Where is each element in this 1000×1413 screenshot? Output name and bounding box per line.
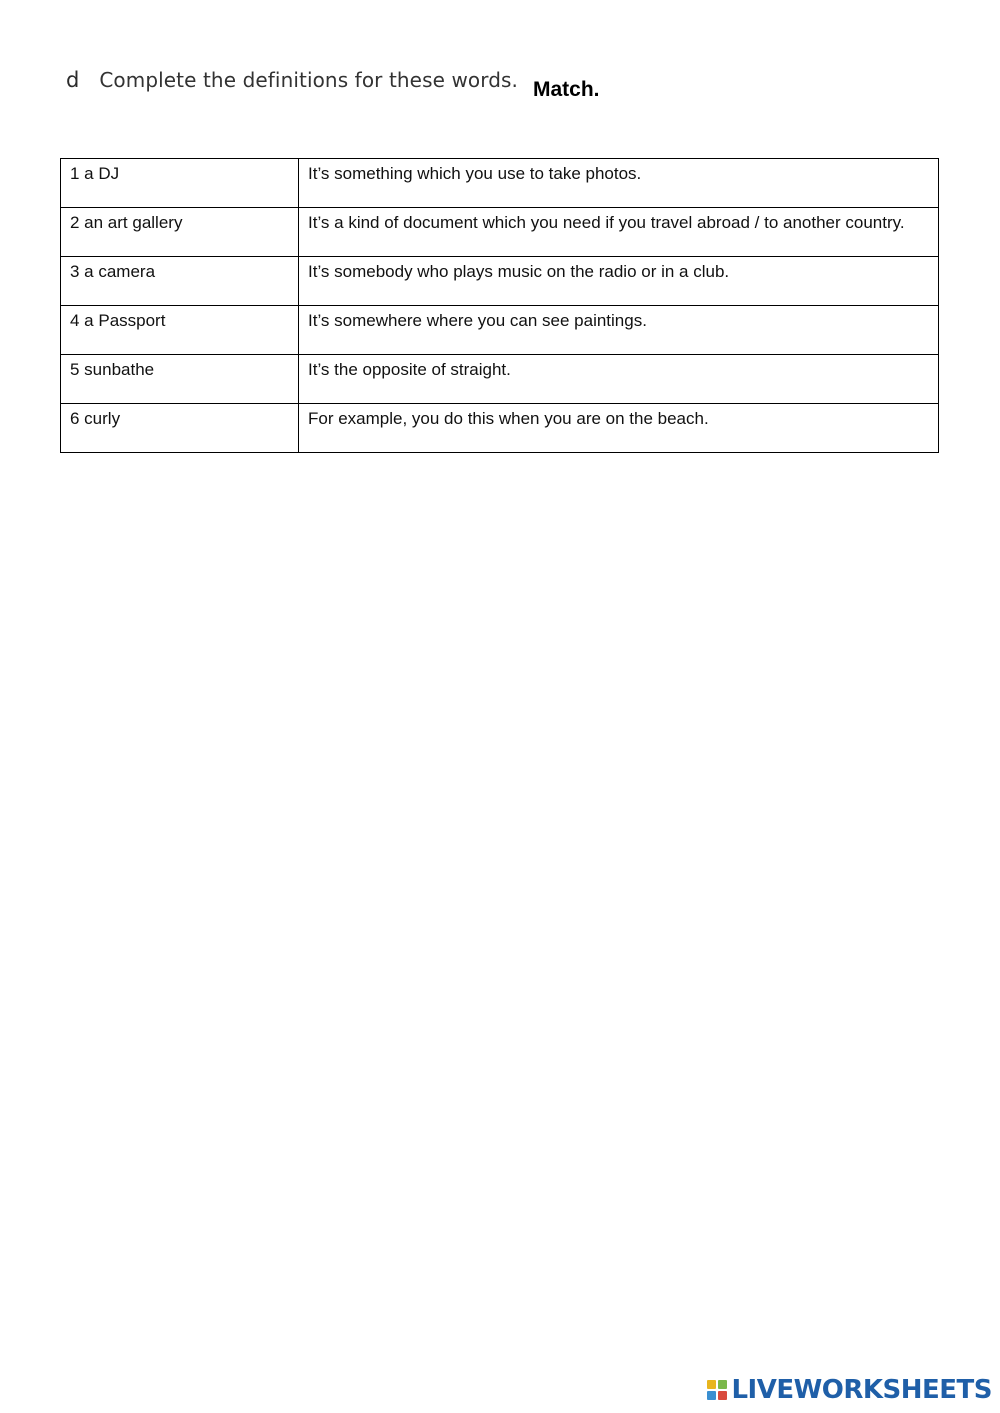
word-cell: 1 a DJ — [61, 159, 299, 208]
definition-cell: It’s a kind of document which you need if you travel abroad / to another country. — [299, 208, 939, 257]
word-cell: 6 curly — [61, 404, 299, 453]
definition-cell: It’s somebody who plays music on the radio or in a club. — [299, 257, 939, 306]
logo-tile — [707, 1380, 716, 1389]
logo-text: LIVEWORKSHEETS — [731, 1375, 992, 1405]
liveworksheets-logo[interactable] — [707, 1375, 992, 1405]
table-row — [61, 208, 939, 257]
table-row — [61, 159, 939, 208]
exercise-heading — [66, 68, 518, 98]
match-label: Match. — [533, 78, 600, 101]
definition-cell: It’s something which you use to take photos. — [299, 159, 939, 208]
word-cell: 3 a camera — [61, 257, 299, 306]
table-row — [61, 257, 939, 306]
logo-tile — [718, 1391, 727, 1400]
definition-cell: For example, you do this when you are on the beach. — [299, 404, 939, 453]
exercise-instruction: Complete the definitions for these words. — [99, 68, 518, 92]
logo-tile — [718, 1380, 727, 1389]
word-cell: 2 an art gallery — [61, 208, 299, 257]
definition-cell: It’s somewhere where you can see paintings. — [299, 306, 939, 355]
table-row — [61, 404, 939, 453]
definition-cell: It’s the opposite of straight. — [299, 355, 939, 404]
liveworksheets-logo-icon — [707, 1380, 727, 1400]
word-cell: 4 a Passport — [61, 306, 299, 355]
exercise-letter: d — [66, 68, 80, 92]
logo-tile — [707, 1391, 716, 1400]
definitions-table — [60, 158, 939, 453]
table-row — [61, 355, 939, 404]
table-row — [61, 306, 939, 355]
word-cell: 5 sunbathe — [61, 355, 299, 404]
